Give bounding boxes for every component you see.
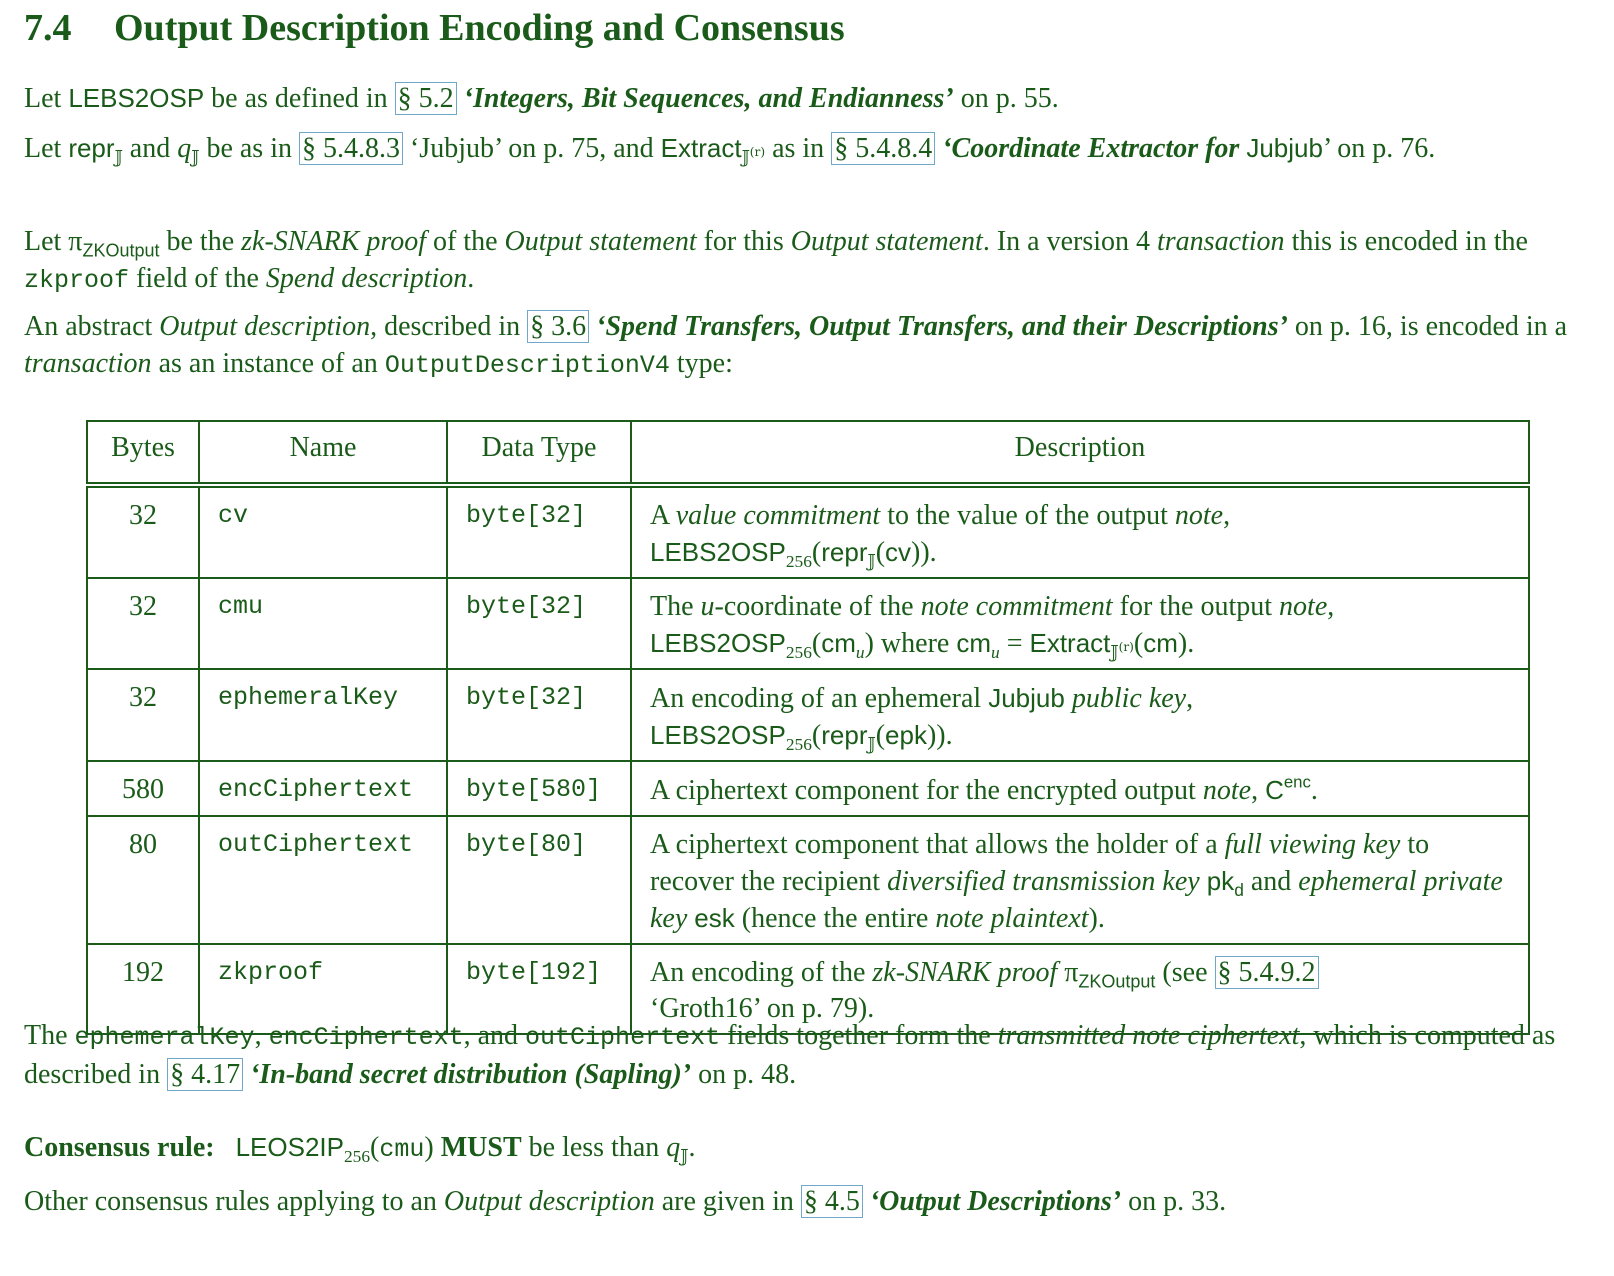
section-title: Output Description Encoding and Consensus [114,7,845,49]
consensus-label: Consensus rule: [24,1132,215,1163]
table-row [87,816,1529,944]
cell-name: zkproof [199,944,447,1034]
cell-type: byte[32] [447,669,631,761]
cell-description: The u-coordinate of the note commitment for the output note, $LEBS2OSP_{256}(cm_u)$ where $cm_u$ = Extract$_{𝕁^{(r)}}$(cm). [631,578,1529,669]
section-heading [24,6,845,50]
cell-description: A value commitment to the value of the output note, $LEBS2OSP_{256}(repr_𝕁(cv))$. [631,485,1529,578]
cell-bytes: 192 [87,944,199,1034]
table-row [87,669,1529,761]
cell-name: encCiphertext [199,761,447,816]
para-zkproof: Let $\pi_{ZKOutput}$ be the zk-SNARK proof of the Output statement for this Output statement. In a version 4 transaction this is encoded in the zkproof field of the Spend description. [24,226,1528,295]
table-header-row [87,421,1529,485]
cell-description: An encoding of the zk-SNARK proof $\pi_{ZKOutput}$ (see § 5.4.9.2 ‘Groth16’ on p. 79). [631,944,1529,1034]
para-transmitted-ciphertext: The ephemeralKey, encCiphertext, and outCiphertext fields together form the transmitted note ciphertext, which is computed as described in § 4.17 ‘In-band secret distribution (Sapling)’ on p. 48. [24,1020,1556,1090]
cell-type: byte[32] [447,485,631,578]
cell-name: cmu [199,578,447,669]
section-number: 7.4 [24,7,72,49]
table-row [87,485,1529,578]
cell-description: An encoding of an ephemeral Jubjub public key, $LEBS2OSP_{256}(repr_𝕁(epk))$. [631,669,1529,761]
cell-name: cv [199,485,447,578]
link-section-5-4-9-2[interactable]: § 5.4.9.2 [1215,956,1319,989]
cell-type: byte[192] [447,944,631,1034]
para-other-consensus: Other consensus rules applying to an Output description are given in § 4.5 ‘Output Descriptions’ on p. 33. [24,1186,1227,1217]
link-section-5-4-8-4[interactable]: § 5.4.8.4 [831,132,935,165]
table-row [87,578,1529,669]
cell-name: outCiphertext [199,816,447,944]
para-lebs2osp: Let LEBS2OSP be as defined in § 5.2 ‘Integers, Bit Sequences, and Endianness’ on p. 55. [24,83,1059,114]
cell-description: A ciphertext component that allows the holder of a full viewing key to recover the recipient diversified transmission key $pk_d$ and ephemeral private key esk (hence the entire note plaintext). [631,816,1529,944]
header-bytes: Bytes [87,421,199,485]
header-name: Name [199,421,447,485]
header-data-type: Data Type [447,421,631,485]
cell-bytes: 32 [87,485,199,578]
para-abstract-output: An abstract Output description, described in § 3.6 ‘Spend Transfers, Output Transfers, and their Descriptions’ on p. 16, is encoded in a transaction as an instance of an OutputDescriptionV4 type: [24,311,1568,380]
link-section-4-5[interactable]: § 4.5 [801,1185,863,1218]
para-repr-extract: Let repr$_𝕁$ and $q_𝕁$ be as in § 5.4.8.3 ‘Jubjub’ on p. 75, and Extract$_{𝕁^{(r)}}$ as in § 5.4.8.4 ‘Coordinate Extractor for Jubjub’ on p. 76. [24,133,1436,169]
cell-type: byte[80] [447,816,631,944]
must-keyword: MUST [440,1132,522,1163]
cell-type: byte[580] [447,761,631,816]
cell-name: ephemeralKey [199,669,447,761]
header-description: Description [631,421,1529,485]
link-section-5-2[interactable]: § 5.2 [395,82,457,115]
cell-description: A ciphertext component for the encrypted output note, $C^{enc}$. [631,761,1529,816]
link-section-4-17[interactable]: § 4.17 [167,1058,243,1091]
cell-bytes: 80 [87,816,199,944]
cell-bytes: 32 [87,578,199,669]
link-section-3-6[interactable]: § 3.6 [527,310,589,343]
cell-bytes: 580 [87,761,199,816]
cell-bytes: 32 [87,669,199,761]
table-row [87,761,1529,816]
cell-type: byte[32] [447,578,631,669]
consensus-rule: Consensus rule: $LEOS2IP_{256}(cmu)$ MUST be less than $q_𝕁$. [24,1132,696,1168]
link-section-5-4-8-3[interactable]: § 5.4.8.3 [299,132,403,165]
output-description-table [86,420,1530,1035]
